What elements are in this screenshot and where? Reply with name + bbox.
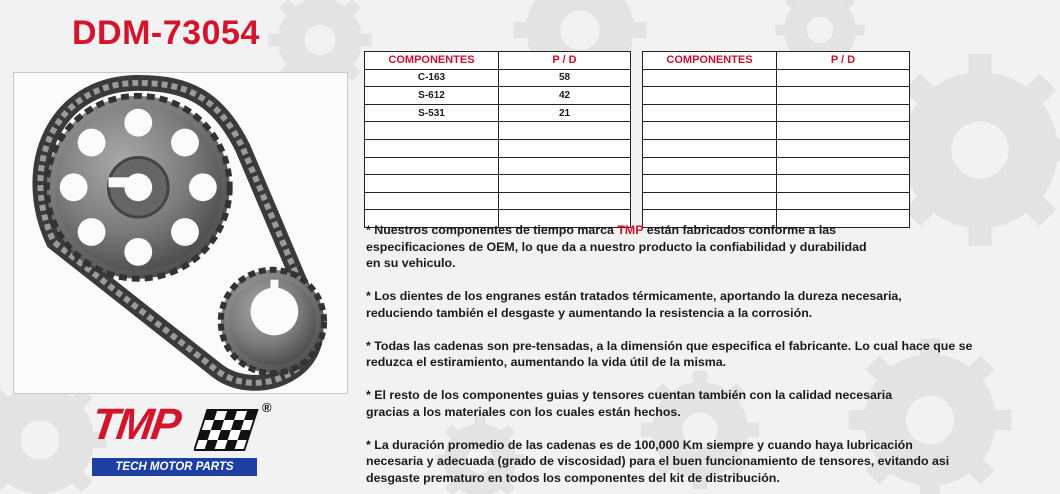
components-table bbox=[364, 51, 631, 228]
component-cell bbox=[643, 175, 777, 193]
pd-cell bbox=[499, 192, 631, 210]
component-cell bbox=[643, 122, 777, 140]
brand-highlight: TMP bbox=[617, 223, 644, 237]
pd-cell bbox=[777, 87, 910, 105]
pd-cell bbox=[777, 122, 910, 140]
pd-cell bbox=[777, 157, 910, 175]
pd-cell: 58 bbox=[499, 69, 631, 87]
table-row bbox=[643, 175, 910, 193]
pd-cell bbox=[499, 122, 631, 140]
table-row bbox=[643, 122, 910, 140]
pd-cell bbox=[499, 157, 631, 175]
table-row bbox=[365, 122, 631, 140]
table-row bbox=[643, 192, 910, 210]
component-cell bbox=[643, 157, 777, 175]
component-cell bbox=[365, 192, 499, 210]
components-table-2 bbox=[642, 51, 910, 228]
component-cell bbox=[643, 87, 777, 105]
product-photo bbox=[13, 72, 348, 394]
component-cell bbox=[365, 122, 499, 140]
checkered-flag-icon bbox=[194, 408, 260, 452]
table-row bbox=[365, 157, 631, 175]
component-cell: S-531 bbox=[365, 104, 499, 122]
table-header-row bbox=[365, 52, 631, 70]
pd-cell: 21 bbox=[499, 104, 631, 122]
component-cell: C-163 bbox=[365, 69, 499, 87]
pd-cell: 42 bbox=[499, 87, 631, 105]
table-row bbox=[643, 139, 910, 157]
table-row bbox=[365, 104, 631, 122]
description-paragraph-4: * El resto de los componentes guias y tensores cuentan también con la calidad necesaria gracias a los materiales con los cuales están hechos. bbox=[366, 388, 893, 419]
description-paragraph-2: * Los dientes de los engranes están tratados térmicamente, aportando la dureza necesaria, reduciendo también el desgaste y aumentando la resistencia a la corrosión. bbox=[366, 289, 902, 320]
pd-cell bbox=[777, 104, 910, 122]
table-row bbox=[643, 69, 910, 87]
description-paragraph-3: * Todas las cadenas son pre-tensadas, a la dimensión que especifica el fabricante. Lo cual hace que se reduzca el estiramiento, aumentando la vida útil de la misma. bbox=[366, 338, 973, 369]
component-cell bbox=[643, 104, 777, 122]
table-row bbox=[365, 69, 631, 87]
logo-brand-text: TMP bbox=[88, 400, 183, 449]
header-pd: P / D bbox=[499, 52, 631, 70]
description-paragraph-1: * Nuestros componentes de tiempo marca TMP están fabricados conforme a las especificaciones de OEM, lo que da a nuestro producto la confiabilidad y durabilidad en su vehiculo. bbox=[366, 223, 867, 270]
pd-cell bbox=[499, 139, 631, 157]
table-row bbox=[365, 175, 631, 193]
component-cell: S-612 bbox=[365, 87, 499, 105]
registered-mark: ® bbox=[262, 400, 272, 415]
component-cell bbox=[643, 192, 777, 210]
pd-cell bbox=[777, 175, 910, 193]
component-cell bbox=[365, 157, 499, 175]
product-code: DDM-73054 bbox=[72, 14, 260, 52]
timing-chain-illustration bbox=[14, 73, 347, 393]
table-row bbox=[643, 157, 910, 175]
table-row bbox=[365, 139, 631, 157]
logo-tagline: TECH MOTOR PARTS bbox=[92, 458, 257, 476]
tmp-logo bbox=[90, 400, 286, 480]
pd-cell bbox=[777, 192, 910, 210]
component-cell bbox=[643, 69, 777, 87]
product-description bbox=[366, 222, 1056, 494]
table-row bbox=[643, 104, 910, 122]
table-row bbox=[365, 192, 631, 210]
table-header-row bbox=[643, 52, 910, 70]
header-componentes: COMPONENTES bbox=[365, 52, 499, 70]
component-cell bbox=[643, 139, 777, 157]
pd-cell bbox=[777, 139, 910, 157]
product-code-title bbox=[72, 14, 260, 53]
pd-cell bbox=[777, 69, 910, 87]
component-cell bbox=[365, 175, 499, 193]
table-row bbox=[365, 87, 631, 105]
header-pd: P / D bbox=[777, 52, 910, 70]
table-row bbox=[643, 87, 910, 105]
header-componentes: COMPONENTES bbox=[643, 52, 777, 70]
component-cell bbox=[365, 139, 499, 157]
description-paragraph-5: * La duración promedio de las cadenas es de 100,000 Km siempre y cuando haya lubricación necesaria y adecuada (grado de viscosidad) para el buen funcionamiento de tensores, evitando asi desgaste prematuro en todos los componentes del kit de distribución. bbox=[366, 437, 950, 485]
pd-cell bbox=[499, 175, 631, 193]
